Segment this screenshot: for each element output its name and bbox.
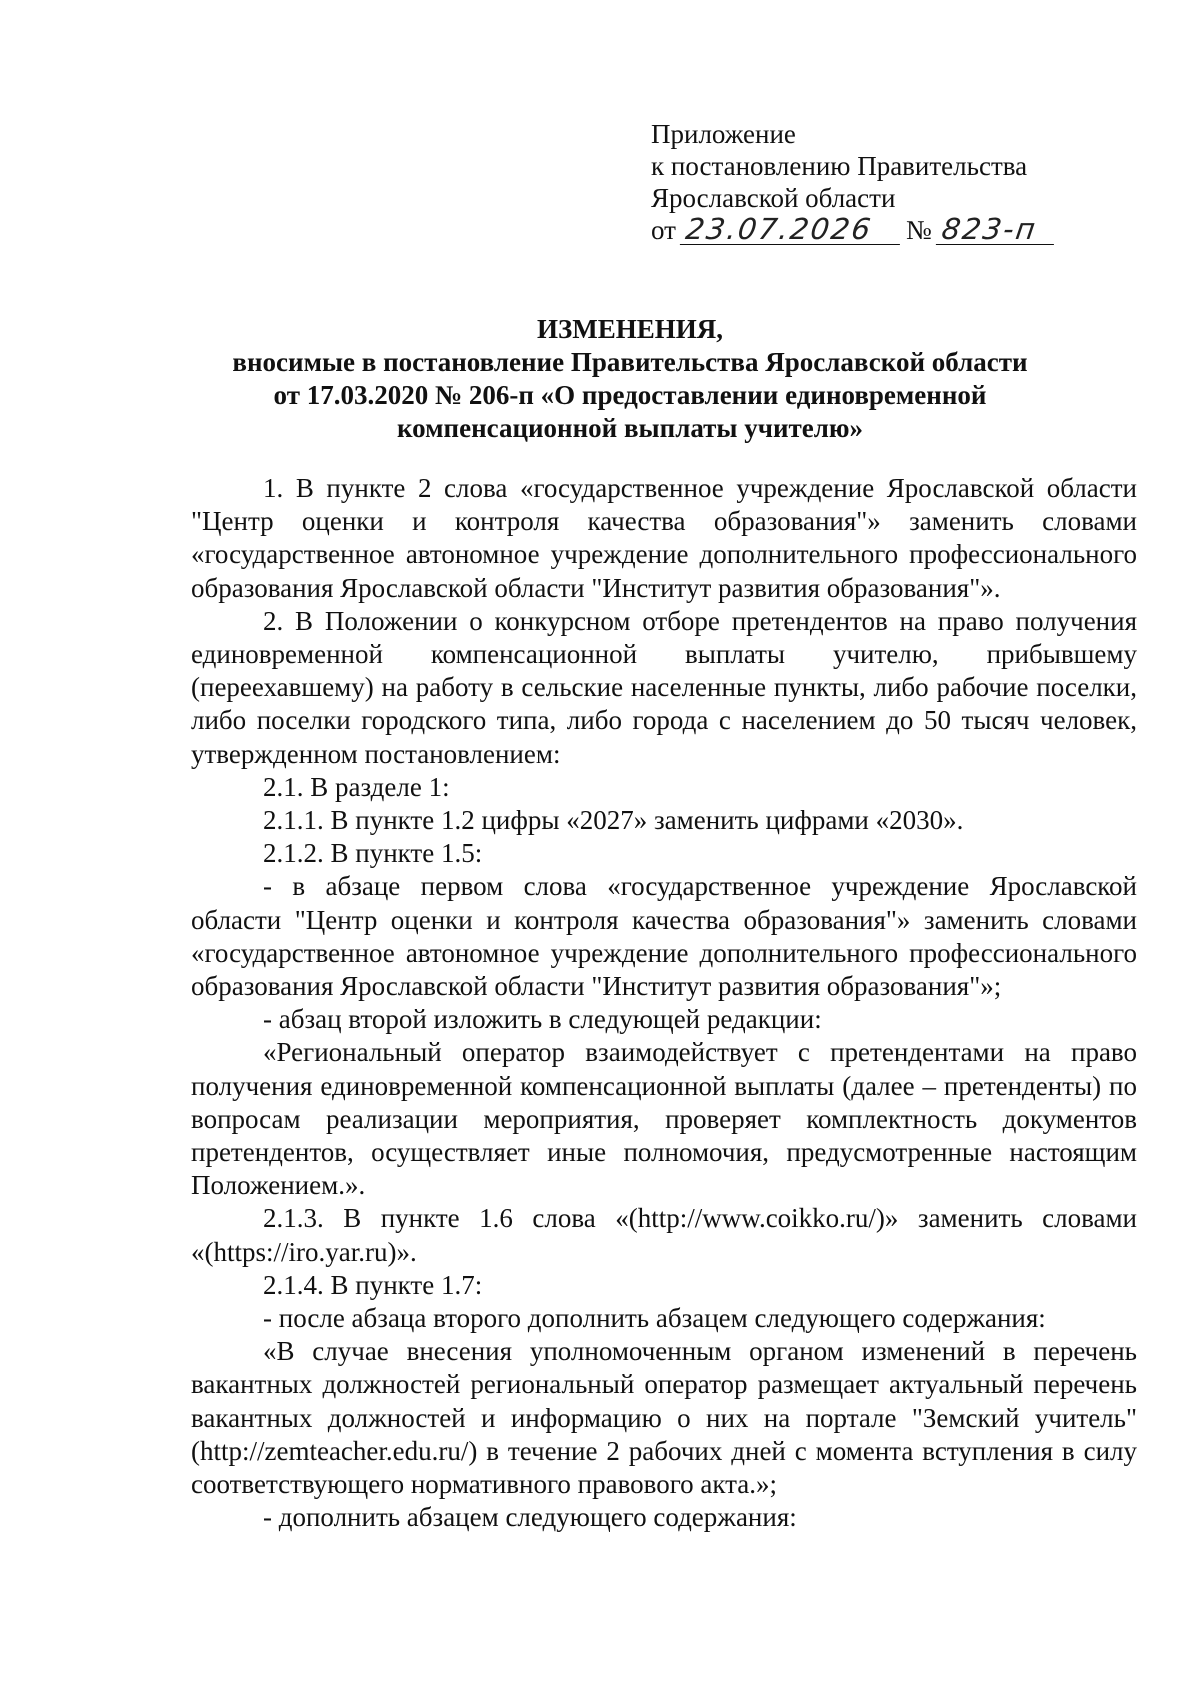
paragraph-2-1-2-a: - в абзаце первом слова «государственное учреждение Ярославской области "Центр оценки и контроля качества образования"» заменить словами «государственное автономное учреждение дополнительного профессионального образования Ярославской области "Институт развития образования"»; (191, 871, 1137, 1002)
paragraph-2: 2. В Положении о конкурсном отборе претендентов на право получения единовременной компенсационной выплаты учителю, прибывшему (переехавшему) на работу в сельские населенные пункты, либо рабочие поселки, либо поселки городского типа, либо города с населением до 50 тысяч человек, утвержденном постановлением: (191, 605, 1137, 769)
appendix-date-number-line (651, 214, 1056, 246)
date-prefix: от (651, 215, 676, 245)
title-heading: ИЗМЕНЕНИЯ, (536, 314, 723, 344)
paragraph-2-1-1: 2.1.1. В пункте 1.2 цифры «2027» заменить цифрами «2030». (263, 805, 964, 836)
handwritten-date: 23.07.2026 (680, 214, 904, 245)
appendix-header (651, 118, 1056, 246)
paragraph-2-1-4: 2.1.4. В пункте 1.7: (263, 1269, 483, 1300)
title-subline-2: от 17.03.2020 № 206-п «О предоставлении единовременной (273, 380, 987, 410)
paragraph-2-1-2: 2.1.2. В пункте 1.5: (263, 838, 483, 869)
paragraph-2-1-4-a: - после абзаца второго дополнить абзацем следующего содержания: (263, 1303, 1046, 1334)
appendix-label: Приложение (651, 119, 796, 149)
paragraph-1: 1. В пункте 2 слова «государственное учреждение Ярославской области "Центр оценки и контроля качества образования"» заменить словами «государственное автономное учреждение дополнительного профессионального образования Ярославской области "Институт развития образования"». (191, 473, 1137, 603)
paragraph-2-1-3: 2.1.3. В пункте 1.6 слова «(http://www.coikko.ru/)» заменить словами «(https://iro.yar.ru)». (191, 1203, 1137, 1267)
title-subline-1: вносимые в постановление Правительства Ярославской области (232, 347, 1028, 377)
appendix-region: Ярославской области (651, 183, 896, 213)
paragraph-2-1-2-quote: «Региональный оператор взаимодействует с претендентами на право получения единовременной компенсационной выплаты (далее – претенденты) по вопросам реализации мероприятия, проверяет комплектность документов претендентов, осуществляет иные полномочия, предусмотренные настоящим Положением.». (191, 1037, 1137, 1201)
appendix-reference: к постановлению Правительства (651, 151, 1028, 181)
paragraph-2-1-4-b: - дополнить абзацем следующего содержания: (263, 1502, 797, 1533)
paragraph-2-1-2-b: - абзац второй изложить в следующей редакции: (263, 1004, 822, 1035)
document-body (191, 472, 1137, 1535)
document-title (190, 313, 1070, 445)
title-subline-3: компенсационной выплаты учителю» (396, 413, 864, 443)
handwritten-number: 823-п (936, 214, 1058, 245)
paragraph-2-1-4-quote: «В случае внесения уполномоченным органом изменений в перечень вакантных должностей региональный оператор размещает актуальный перечень вакантных должностей и информацию о них на портале "Земский учитель" (http://zemteacher.edu.ru/) в течение 2 рабочих дней с момента вступления в силу соответствующего нормативного правового акта.»; (191, 1336, 1137, 1500)
number-sign: № (905, 215, 932, 245)
paragraph-2-1: 2.1. В разделе 1: (263, 771, 450, 802)
